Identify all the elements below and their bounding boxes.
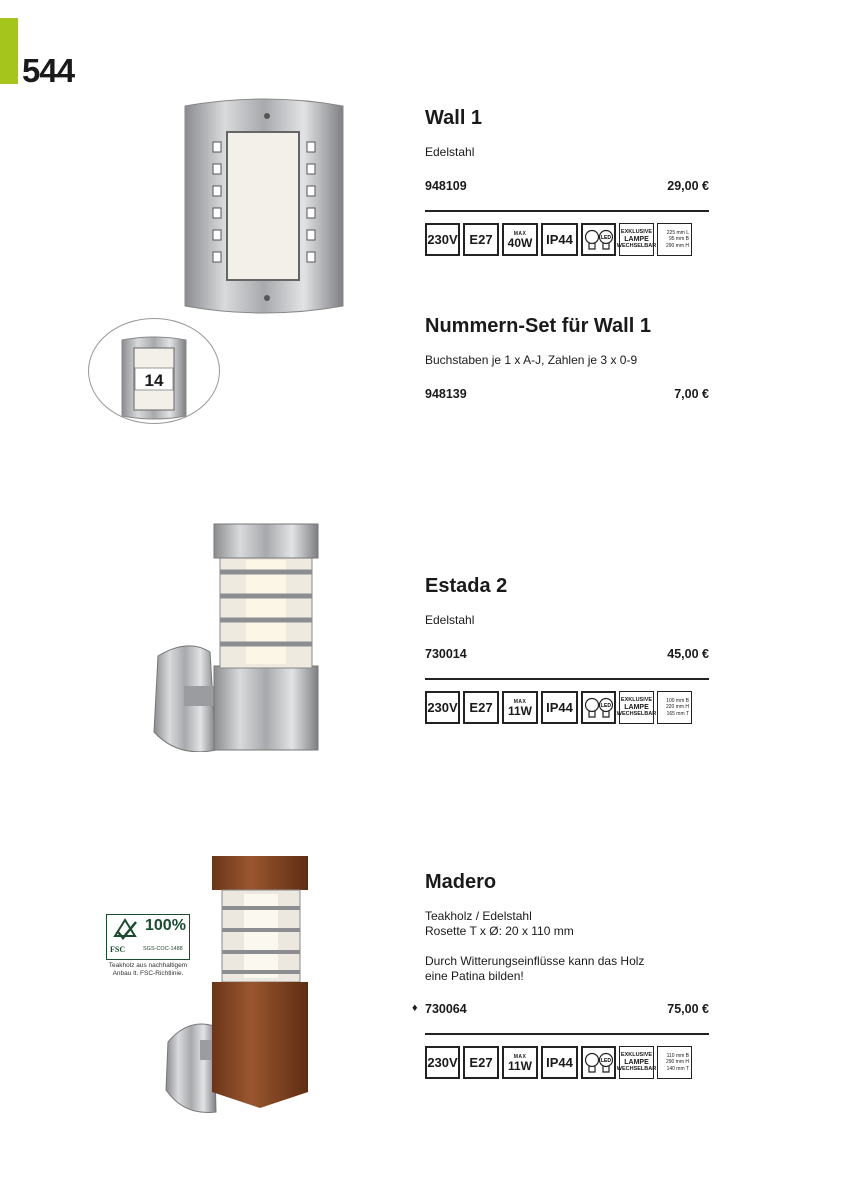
product-title: Wall 1	[425, 107, 483, 129]
page-number: 544	[22, 52, 75, 89]
product-title: Madero	[425, 871, 497, 893]
bulb-led-icon	[581, 691, 616, 724]
voltage-badge: 230V	[425, 223, 460, 256]
sku-price-row	[412, 1002, 709, 1016]
fsc-code: SGS-COC-1488	[143, 946, 183, 952]
diamond-icon: ♦	[412, 1002, 418, 1014]
ip-rating-badge: IP44	[541, 691, 578, 724]
spec-badges	[425, 691, 709, 724]
exclusive-lamp-badge: EXKLUSIVE LAMPE WECHSELBAR	[619, 1046, 654, 1079]
product-title: Estada 2	[425, 575, 508, 597]
exclusive-lamp-badge: EXKLUSIVE LAMPE WECHSELBAR	[619, 223, 654, 256]
socket-badge: E27	[463, 223, 499, 256]
product-wall-1	[425, 106, 709, 256]
fsc-logo	[106, 914, 190, 960]
spec-badges	[425, 1046, 709, 1079]
fsc-percent: 100%	[145, 917, 186, 934]
madero-lamp-image	[164, 854, 312, 1116]
product-sku: 730064	[425, 1002, 467, 1016]
exclusive-lamp-badge: EXKLUSIVE LAMPE WECHSELBAR	[619, 691, 654, 724]
wall1-lamp-image	[183, 98, 345, 314]
voltage-badge: 230V	[425, 1046, 460, 1079]
svg-text:LED: LED	[601, 234, 611, 241]
sku-price-row	[425, 387, 709, 401]
product-title: Nummern-Set für Wall 1	[425, 315, 651, 337]
sku-price-row	[425, 179, 709, 193]
product-nummern-set	[425, 314, 709, 401]
socket-badge: E27	[463, 691, 499, 724]
voltage-badge: 230V	[425, 691, 460, 724]
product-price: 75,00 €	[667, 1002, 709, 1016]
product-description: Edelstahl	[425, 145, 475, 159]
bulb-led-icon	[581, 1046, 616, 1079]
product-sku: 948109	[425, 179, 467, 193]
product-sku: 730014	[425, 647, 467, 661]
divider	[425, 678, 709, 680]
dimensions-badge: 100 mm B 220 mm H 165 mm T	[657, 691, 692, 724]
svg-text:LED: LED	[601, 702, 611, 709]
product-estada-2	[425, 574, 709, 724]
product-price: 45,00 €	[667, 647, 709, 661]
dimensions-badge: 225 mm L 95 mm B 290 mm H	[657, 223, 692, 256]
ip-rating-badge: IP44	[541, 1046, 578, 1079]
product-description: Edelstahl	[425, 613, 475, 627]
product-sku: 948139	[425, 387, 467, 401]
fsc-logo-text: FSC	[110, 945, 126, 954]
wattage-badge: MAX 11W	[502, 691, 538, 724]
spec-badges	[425, 223, 709, 256]
ip-rating-badge: IP44	[541, 223, 578, 256]
wattage-badge: MAX 40W	[502, 223, 538, 256]
divider	[425, 1033, 709, 1035]
product-description: Buchstaben je 1 x A-J, Zahlen je 3 x 0-9	[425, 353, 638, 367]
page-tab-marker	[0, 18, 18, 84]
bulb-led-icon	[581, 223, 616, 256]
divider	[425, 210, 709, 212]
wattage-badge: MAX 11W	[502, 1046, 538, 1079]
fsc-caption: Teakholz aus nachhaltigem Anbau lt. FSC-Richtlinie.	[108, 962, 188, 977]
tree-check-icon	[110, 918, 140, 944]
estada2-lamp-image	[148, 520, 323, 752]
sku-price-row	[425, 647, 709, 661]
product-price: 29,00 €	[667, 179, 709, 193]
product-description: Teakholz / Edelstahl Rosette T x Ø: 20 x 110 mm Durch Witterungseinflüsse kann das Holz eine Patina bilden!	[425, 909, 645, 983]
product-madero	[412, 870, 709, 1079]
product-price: 7,00 €	[674, 387, 709, 401]
socket-badge: E27	[463, 1046, 499, 1079]
house-number-text: 14	[144, 371, 164, 390]
svg-text:LED: LED	[601, 1057, 611, 1064]
dimensions-badge: 110 mm B 290 mm H 140 mm T	[657, 1046, 692, 1079]
